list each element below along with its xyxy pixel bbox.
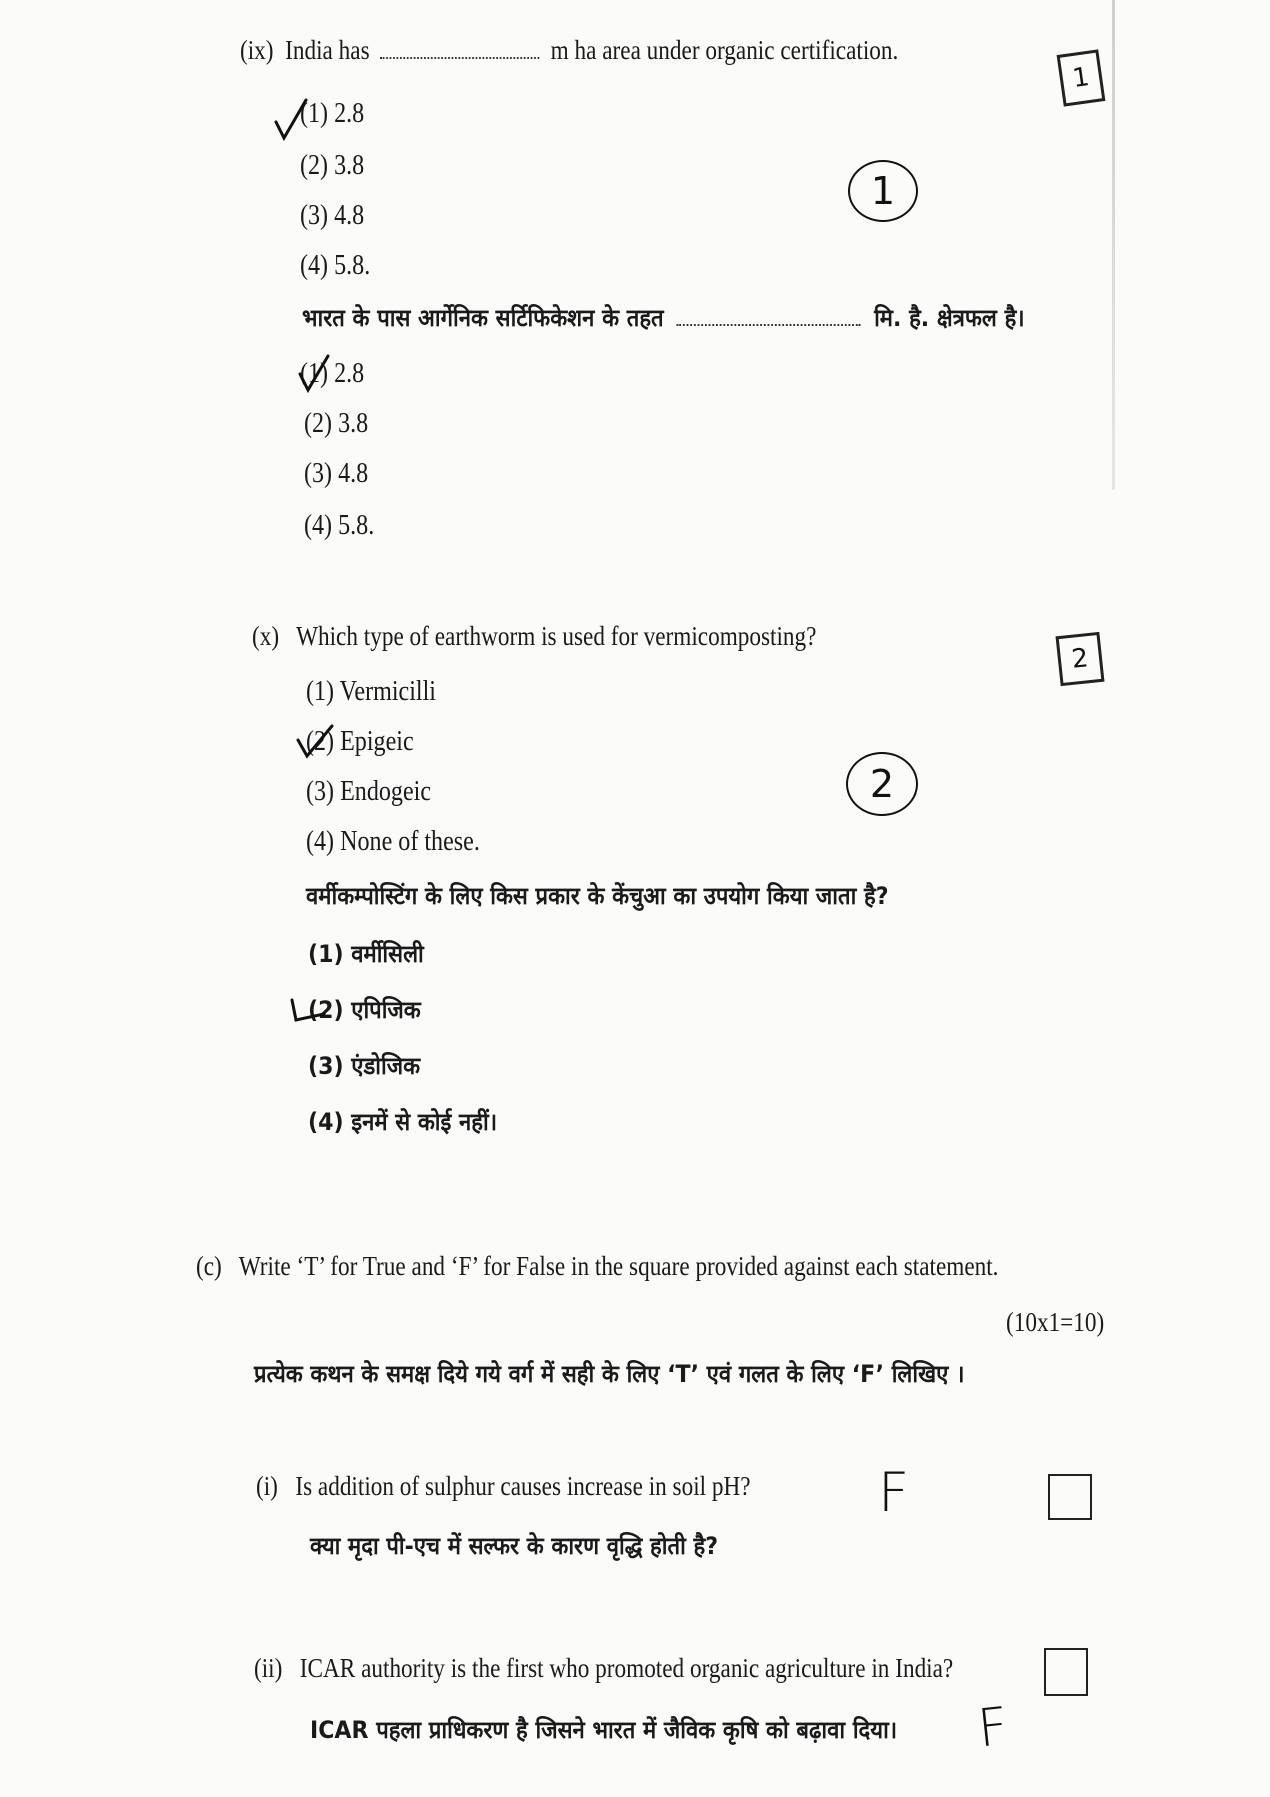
tf1-number: (i) [256,1471,278,1501]
tf2-question [254,1652,953,1684]
q9-option-1: (1) 2.8 [300,98,365,129]
tf1-hindi-question: क्या मृदा पी-एच में सल्फर के कारण वृद्धि होती है? [310,1532,719,1560]
section-c-instruction-text: Write ‘T’ for True and ‘F’ for False in the square provided against each statement. [238,1251,999,1281]
tf2-hindi-question: ICAR पहला प्राधिकरण है जिसने भारत में जैविक कृषि को बढ़ावा दिया। [310,1716,898,1744]
q10-hindi-option-2: (2) एपिजिक [308,996,421,1024]
q10-hindi-tick-mark-icon [288,992,328,1026]
q9-circled-mark: 1 [848,160,918,222]
tf1-answer-box[interactable] [1048,1474,1092,1520]
q9-option-2: (2) 3.8 [300,150,365,181]
q9-option-3: (3) 4.8 [300,200,365,231]
q10-hindi-question: वर्मीकम्पोस्टिंग के लिए किस प्रकार के केंचुआ का उपयोग किया जाता है? [306,882,889,910]
q9-hindi-option-2: (2) 3.8 [304,408,369,439]
q9-hindi-after: मि. है. क्षेत्रफल है। [874,304,1025,332]
q10-hindi-option-1: (1) वर्मीसिली [308,940,424,968]
q10-option-1: (1) Vermicilli [306,676,436,707]
tf2-text: ICAR authority is the first who promoted organic agriculture in India? [299,1653,954,1683]
q9-hindi-option-1: (1) 2.8 [300,358,365,389]
q10-option-4: (4) None of these. [306,826,480,857]
tf1-handwritten-answer: F [878,1461,910,1524]
q10-text: Which type of earthworm is used for vermicomposting? [296,621,817,651]
section-c-hindi-instruction: प्रत्येक कथन के समक्ष दिये गये वर्ग में सही के लिए ‘T’ एवं गलत के लिए ‘F’ लिखिए । [254,1360,965,1388]
q10-boxed-mark: 2 [1056,632,1105,686]
q10-number: (x) [252,621,280,651]
q9-hindi-blank [677,324,861,326]
q10-circled-mark: 2 [846,752,918,816]
section-c-marks: (10x1=10) [1006,1307,1105,1337]
q9-hindi-tick-mark-icon [296,352,332,394]
tf1-question [256,1470,751,1502]
q10-hindi-option-4: (4) इनमें से कोई नहीं। [308,1108,498,1136]
tf2-handwritten-answer: F [974,1696,1011,1760]
q9-hindi-option-3: (3) 4.8 [304,458,369,489]
section-c-label: (c) [196,1251,222,1281]
tf2-answer-box[interactable] [1044,1648,1088,1696]
q10-hindi-option-3: (3) एंडोजिक [308,1052,421,1080]
tf1-text: Is addition of sulphur causes increase in soil pH? [295,1471,751,1501]
q9-boxed-mark: 1 [1057,49,1106,106]
margin-line [1112,0,1115,490]
q10-tick-mark-icon [294,722,336,762]
q9-option-4: (4) 5.8. [300,250,371,281]
q9-text-after: m ha area under organic certification. [550,35,899,65]
q9-blank [381,57,540,59]
q9-number: (ix) [240,35,274,65]
q9-question [240,34,898,66]
q9-hindi-option-4: (4) 5.8. [304,510,375,541]
q10-option-3: (3) Endogeic [306,776,432,807]
q9-hindi-question [302,302,1025,334]
q10-question [252,620,816,652]
tf2-number: (ii) [254,1653,283,1683]
q9-hindi-before: भारत के पास आर्गेनिक सर्टिफिकेशन के तहत [302,304,664,332]
q9-text-before: India has [285,35,370,65]
q10-option-2: (2) Epigeic [306,726,414,757]
q9-tick-mark-icon [272,96,312,142]
section-c-instruction [196,1250,999,1282]
